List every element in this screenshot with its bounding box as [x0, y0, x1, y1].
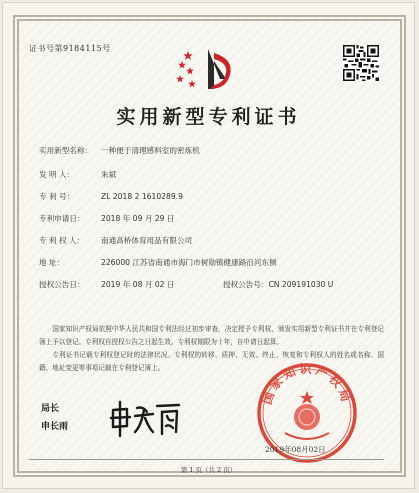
body-paragraph: 专利证书记载专利权登记时的法律状况。专利权的转移、质押、无效、终止、恢复和专利权人的姓名或名称、国籍、地址变更等事项记载在专利登记簿上。	[39, 351, 384, 372]
field-grant-publication-number: 授权公告号：CN 209191030 U	[222, 280, 334, 289]
director-signature-icon	[107, 396, 182, 440]
footer-divider	[29, 459, 384, 460]
field-patent-number: 专 利 号： ZL 2018 2 1610289.9	[39, 192, 183, 201]
page-title: 实用新型专利证书	[116, 106, 301, 128]
page-number: 第 1 页（共 2 页）	[180, 466, 237, 474]
field-application-date: 专利申请日： 2018 年 09 月 29 日	[39, 214, 175, 223]
director-name: 申长雨	[41, 422, 69, 432]
certificate-page	[2, 2, 415, 489]
field-address: 地 址： 226000 江苏省南通市海门市树勋镇健康路沿河东侧	[39, 258, 277, 267]
field-utility-model-name: 实用新型名称： 一种便于清理感料室的密炼机	[39, 146, 200, 155]
seal-date: 2019年08月02日	[265, 445, 326, 454]
director-title: 局长	[41, 404, 60, 414]
cnipa-emblem-icon	[168, 45, 240, 93]
body-paragraph: 国家知识产权局依照中华人民共和国专利法经过初步审查，决定授予专利权，颁发实用新型专利证书并在专利登记簿上予以登记。专利权自授权公告之日起生效。专利权期限为十年，自申请日起算。	[39, 325, 384, 346]
svg-text:国家知识产权局: 国家知识产权局	[259, 362, 355, 407]
field-grant-date: 授权公告日： 2019 年 08 月 02 日 授权公告号：CN 209191030 U	[39, 280, 334, 289]
qr-code-icon	[343, 45, 379, 81]
certificate-number: 证书号第9184115号	[29, 44, 111, 53]
field-patentee: 专 利 权 人： 南通高桥体育用品有限公司	[39, 236, 193, 245]
field-inventor: 发 明 人： 朱斌	[39, 170, 117, 179]
